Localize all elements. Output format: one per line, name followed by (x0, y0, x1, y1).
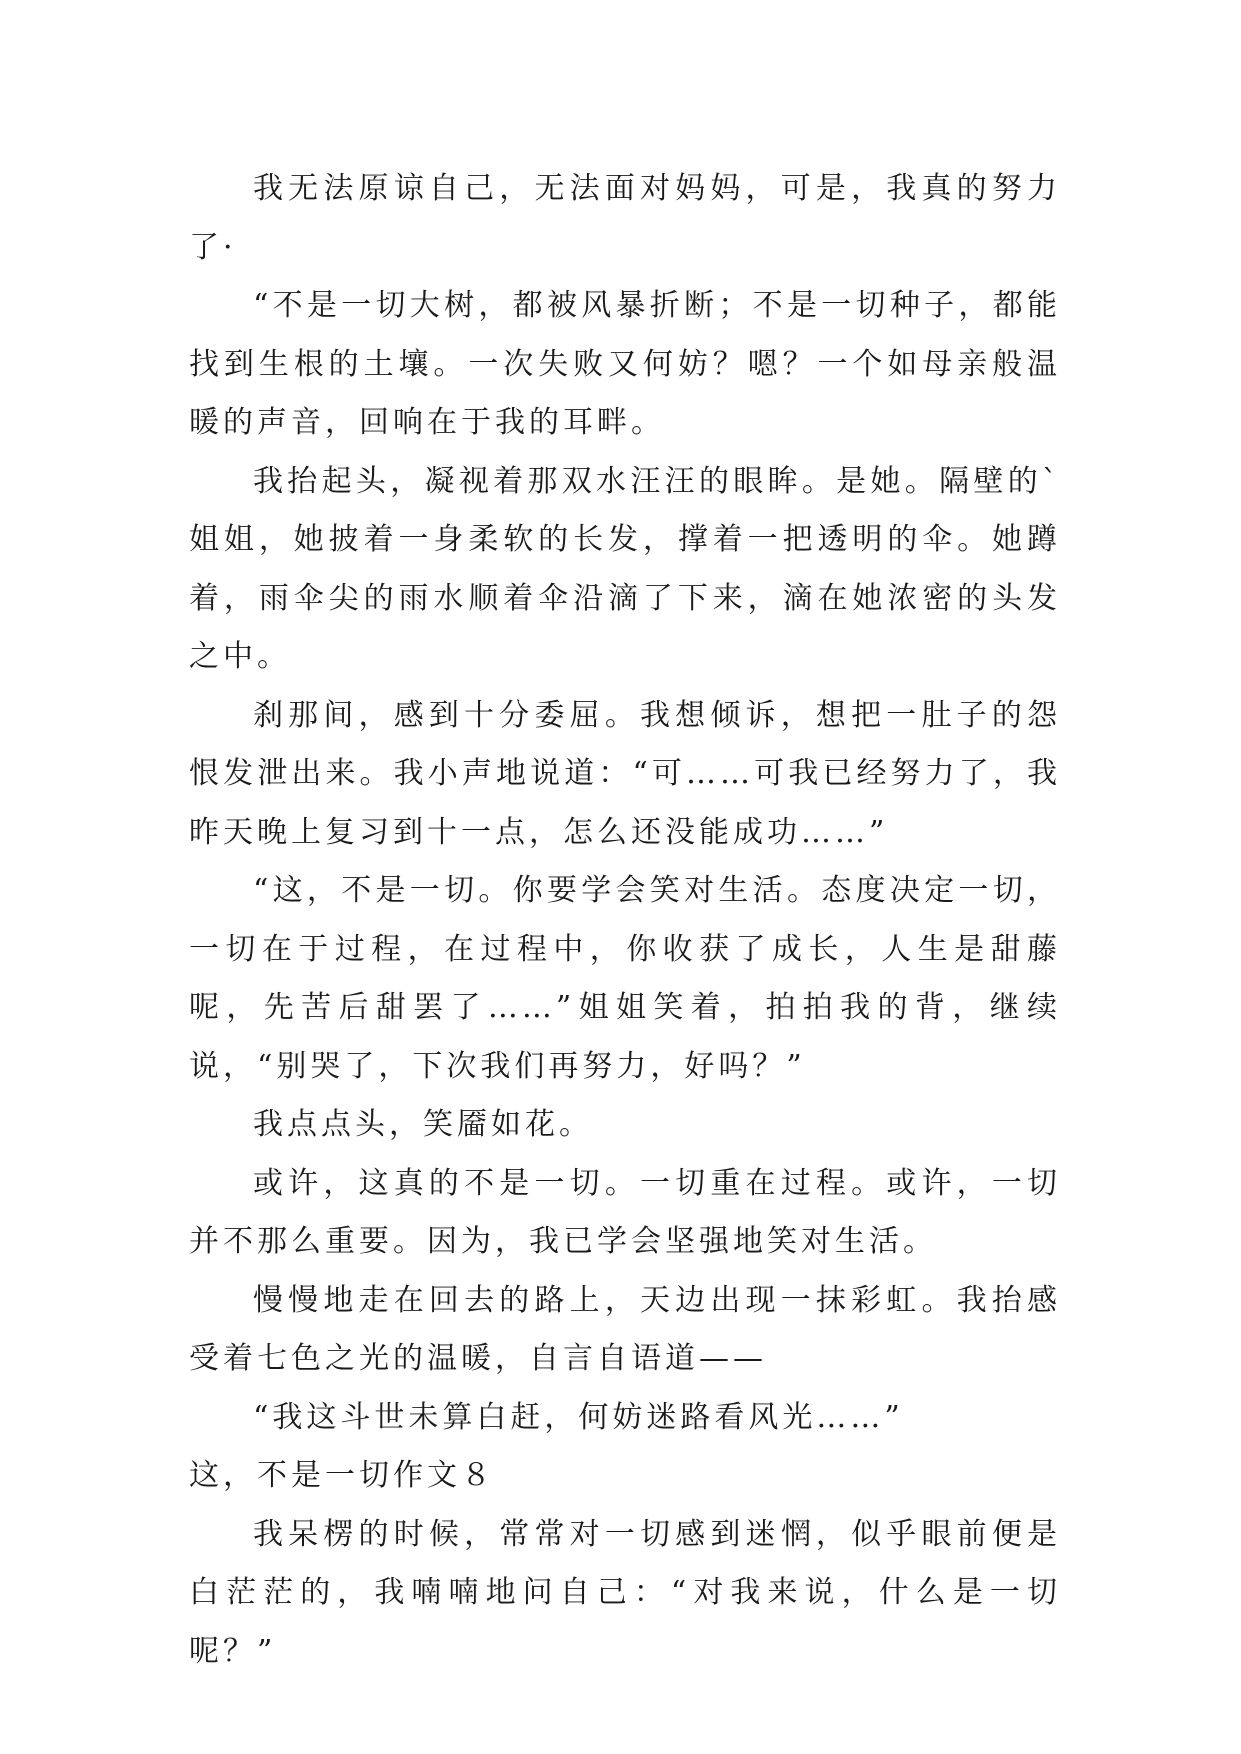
paragraph: “不是一切大树，都被风暴折断；不是一切种子，都能找到生根的土壤。一次失败又何妨？嗯？一个如母亲般温暖的声音，回响在于我的耳畔。 (189, 288, 1061, 440)
paragraph: “我这斗世未算白赶，何妨迷路看风光……” (253, 1399, 904, 1435)
paragraph: 我呆楞的时候，常常对一切感到迷惘，似乎眼前便是白茫茫的，我喃喃地问自己：“对我来说，什么是一切呢？” (189, 1516, 1061, 1669)
paragraph: 刹那间，感到十分委屈。我想倾诉，想把一肚子的怨恨发泄出来。我小声地说道：“可……可我已经努力了，我昨天晚上复习到十一点，怎么还没能成功……” (189, 697, 1061, 850)
paragraph: 或许，这真的不是一切。一切重在过程。或许，一切并不那么重要。因为，我已学会坚强地笑对生活。 (189, 1165, 1061, 1259)
paragraph: 我抬起头，凝视着那双水汪汪的眼眸。是她。隔壁的`姐姐，她披着一身柔软的长发，撑着一把透明的伞。她蹲着，雨伞尖的雨水顺着伞沿滴了下来，滴在她浓密的头发之中。 (189, 463, 1061, 674)
paragraph: 慢慢地走在回去的路上，天边出现一抹彩虹。我抬感受着七色之光的温暖，自言自语道—— (189, 1282, 1061, 1376)
paragraph: 我无法原谅自己，无法面对妈妈，可是，我真的努力了· (189, 171, 1061, 265)
document-body (189, 160, 1061, 1681)
section-heading: 这，不是一切作文８ (189, 1458, 495, 1493)
paragraph: “这，不是一切。你要学会笑对生活。态度决定一切，一切在于过程，在过程中，你收获了成长，人生是甜藤呢，先苦后甜罢了……”姐姐笑着，拍拍我的背，继续说，“别哭了，下次我们再努力，好吗？” (189, 873, 1061, 1084)
paragraph: 我点点头，笑靥如花。 (253, 1107, 593, 1142)
